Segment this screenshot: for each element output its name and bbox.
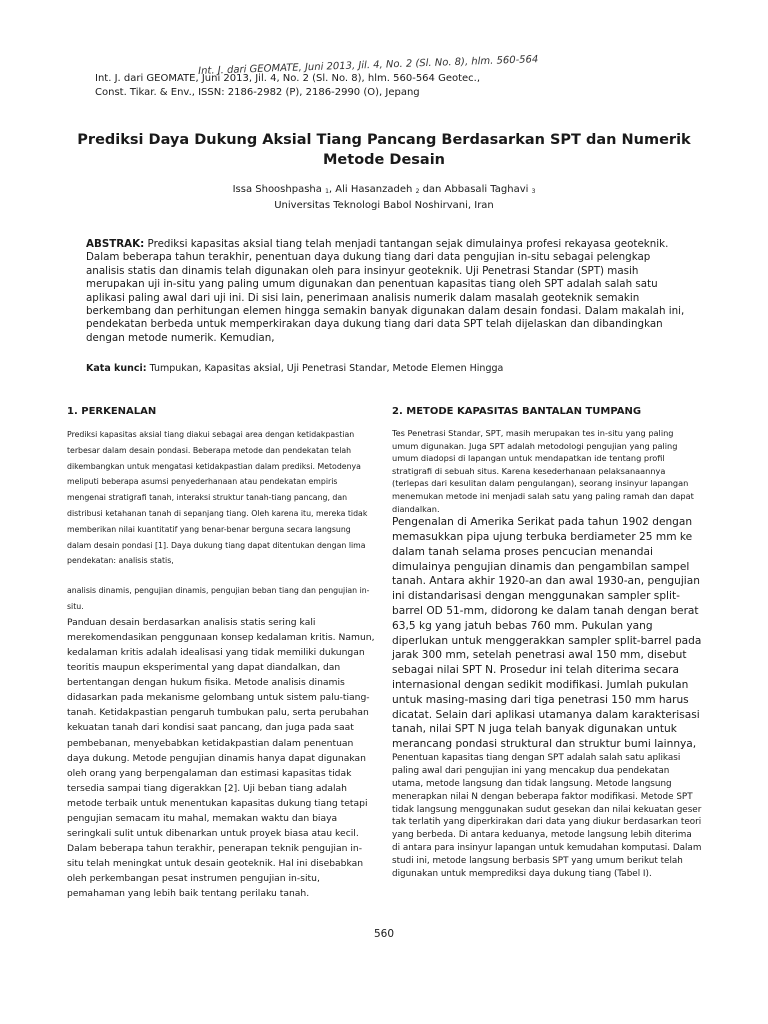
section-1-paragraph-3: Panduan desain berdasarkan analisis statis sering kali merekomendasikan penggunaan konsep kedalaman kritis. Namun, kedalaman kritis adalah idealisasi yang tidak memiliki dukungan teoritis maupun eksperimental yang dapat diandalkan, dan bertentangan dengan hukum fisika. Metode analisis dinamis didasarkan pada mekanisme gelombang untuk sistem palu-tiang-tanah. Ketidakpastian pengaruh tumbukan palu, serta perubahan kekuatan tanah dari kondisi saat pancang, dan juga pada saat pembebanan, menyebabkan ketidakpastian dalam penentuan daya dukung. Metode pengujian dinamis hanya dapat digunakan oleh orang yang berpengalaman dan estimasi kapasitas tidak tersedia sampai tiang digerakkan [2]. Uji beban tiang adalah metode terbaik untuk menentukan kapasitas dukung tiang tetapi pengujian semacam itu mahal, memakan waktu dan biaya seringkali sulit untuk dibenarkan untuk proyek biasa atau kecil. Dalam beberapa tahun terakhir, penerapan teknik pengujian in-situ telah meningkat untuk desain geoteknik. Hal ini disebabkan oleh perkembangan pesat instrumen pengujian in-situ, pemahaman yang lebih baik tentang perilaku tanah. [67,616,375,900]
section-2-paragraph-1: Tes Penetrasi Standar, SPT, masih merupakan tes in-situ yang paling umum digunakan. Juga SPT adalah metodologi pengujian yang paling umum diadopsi di lapangan untuk mendapatkan ide tentang profil stratigrafi di sebuah situs. Karena kesederhanaan pelaksanaannya (terlepas dari kesulitan dalam pengulangan), seorang insinyur lapangan menemukan metode ini menjadi salah satu yang paling ramah dan dapat diandalkan. [392,428,694,514]
author-2-affil: 2 [415,188,420,195]
header-journal-line: Int. J. dari GEOMATE, Juni 2013, Jil. 4, No. 2 (Sl. No. 8), hlm. 560-564 Geotec., [95,73,481,84]
keywords [86,362,686,375]
affiliation: Universitas Teknologi Babol Noshirvani, Iran [274,200,494,211]
author-3-affil: 3 [531,188,536,195]
author-3: dan Abbasali Taghavi [419,184,529,195]
keywords-text: Tumpukan, Kapasitas aksial, Uji Penetrasi Standar, Metode Elemen Hingga [146,363,504,374]
header-issn-line: Const. Tikar. & Env., ISSN: 2186-2982 (P), 2186-2990 (O), Jepang [95,87,420,98]
section-1-paragraph-1: Prediksi kapasitas aksial tiang diakui sebagai area dengan ketidakpastian terbesar dalam desain pondasi. Beberapa metode dan pendekatan telah dikembangkan untuk mengatasi ketidakpastian dalam prediksi. Metodenya meliputi beberapa asumsi penyederhanaan atau pendekatan empiris mengenai stratigrafi tanah, interaksi struktur tanah-tiang pancang, dan distribusi ketahanan tanah di sepanjang tiang. Oleh karena itu, mereka tidak memberikan nilai kuantitatif yang benar-benar berguna secara langsung dalam desain pondasi [1]. Daya dukung tiang dapat ditentukan dengan lima pendekatan: analisis statis, [67,430,368,566]
abstract-label: ABSTRAK: [86,238,145,250]
section-1-heading: 1. PERKENALAN [67,406,157,417]
section-1-paragraph-2: analisis dinamis, pengujian dinamis, pengujian beban tiang dan pengujian in-situ. [67,586,370,611]
author-1-affil: 1 [325,188,329,195]
left-column [67,404,377,902]
author-list [60,182,708,199]
page-number: 560 [373,928,395,940]
header-overlay-text: Int. J. dari GEOMATE, Juni 2013, Jil. 4, No. 2 (Sl. No. 8), hlm. 560-564 [198,54,539,77]
paper-title: Prediksi Daya Dukung Aksial Tiang Pancang Berdasarkan SPT dan Numerik Metode Desain [77,132,691,168]
right-column [392,404,702,881]
author-1: Issa Shooshpasha [232,184,322,195]
column-gap [67,569,377,583]
abstract [86,238,686,345]
section-2-paragraph-2: Pengenalan di Amerika Serikat pada tahun 1902 dengan memasukkan pipa ujung terbuka berdiameter 25 mm ke dalam tanah selama proses pencucian menandai dimulainya pengujian dinamis dan pengambilan sampel tanah. Antara akhir 1920-an dan awal 1930-an, pengujian ini distandarisasi dengan menggunakan sampler split-barrel OD 51-mm, didorong ke dalam tanah dengan berat 63,5 kg yang jatuh bebas 760 mm. Pukulan yang diperlukan untuk menggerakkan sampler split-barrel pada jarak 300 mm, setelah penetrasi awal 150 mm, disebut sebagai nilai SPT N. Prosedur ini telah diterima secara internasional dengan sedikit modifikasi. Jumlah pukulan untuk masing-masing dari tiga penetrasi 150 mm harus dicatat. Selain dari aplikasi utamanya dalam karakterisasi tanah, nilai SPT N juga telah banyak digunakan untuk merancang pondasi struktural dan struktur bumi lainnya, [392,516,702,751]
keywords-label: Kata kunci: [86,363,147,374]
author-2: , Ali Hasanzadeh [328,184,413,195]
section-2-paragraph-3: Penentuan kapasitas tiang dengan SPT adalah salah satu aplikasi paling awal dari pengujian ini yang mencakup dua pendekatan utama, metode langsung dan tidak langsung. Metode langsung menerapkan nilai N dengan beberapa faktor modifikasi. Metode SPT tidak langsung menggunakan sudut gesekan dan nilai kekuatan geser tak terlatih yang diperkirakan dari data yang diukur berdasarkan teori yang berbeda. Di antara keduanya, metode langsung lebih diterima di antara para insinyur lapangan untuk kemudahan komputasi. Dalam studi ini, metode langsung berbasis SPT yang umum berikut telah digunakan untuk memprediksi daya dukung tiang (Tabel I). [392,752,702,880]
abstract-text: Prediksi kapasitas aksial tiang telah menjadi tantangan sejak dimulainya profesi rekayasa geoteknik. Dalam beberapa tahun terakhir, penentuan daya dukung tiang dari data pengujian in-situ sebagai pelengkap analisis statis dan dinamis telah digunakan oleh para insinyur geoteknik. Uji Penetrasi Standar (SPT) masih merupakan uji in-situ yang paling umum digunakan dan penentuan kapasitas tiang oleh SPT adalah salah satu aplikasi paling awal dari uji ini. Di sisi lain, penerimaan analisis numerik dalam masalah geoteknik semakin berkembang dan perhitungan elemen hingga semakin banyak digunakan dalam desain fondasi. Dalam makalah ini, pendekatan berbeda untuk memperkirakan daya dukung tiang dari data SPT telah dijelaskan dan dibandingkan dengan metode numerik. Kemudian, [86,238,685,344]
section-2-heading: 2. METODE KAPASITAS BANTALAN TUMPANG [392,406,642,417]
